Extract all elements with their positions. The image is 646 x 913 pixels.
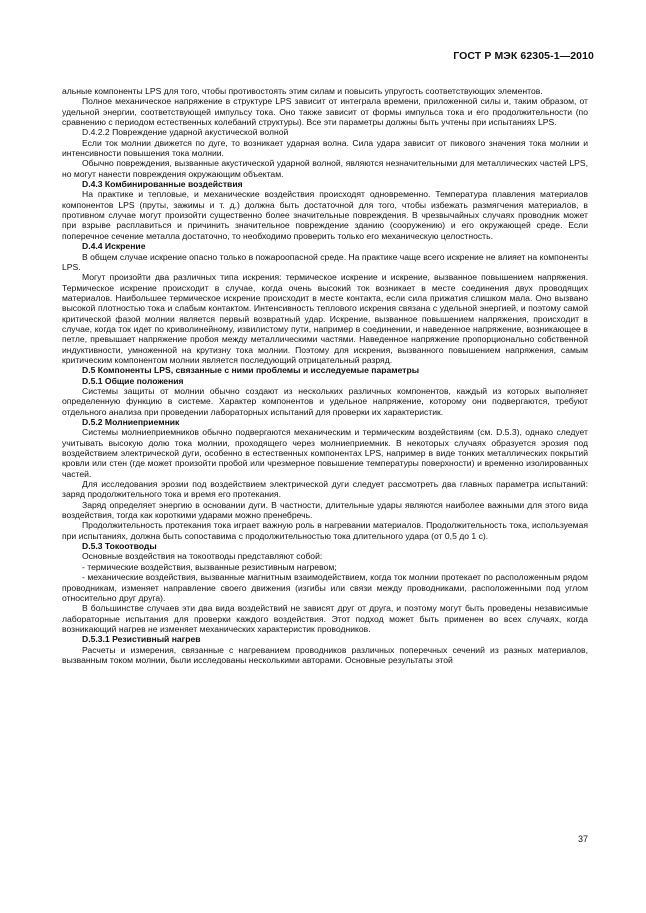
paragraph: Если ток молнии движется по дуге, то возникает ударная волна. Сила удара зависит от пикового значения тока молнии и интенсивности повышения тока молнии. bbox=[62, 137, 588, 159]
section-heading: D.4.3 Комбинированные воздействия bbox=[82, 179, 243, 190]
section-heading: D.5.3.1 Резистивный нагрев bbox=[82, 634, 201, 645]
paragraph: Системы защиты от молнии обычно создают из нескольких различных компонентов, каждый из которых выполняет определенную функцию в системе. Характер компонентов и удельное напряжение, которому они подвергаются, требуют отдельного анализа при проведении лабораторных испытаний для проверки их характеристик. bbox=[62, 385, 588, 417]
paragraph: Заряд определяет энергию в основании дуги. В частности, длительные удары являются наиболее важными для этого вида воздействия, тогда как короткими ударами можно пренебречь. bbox=[62, 499, 588, 521]
paragraph: Обычно повреждения, вызванные акустической ударной волной, являются незначительными для металлических частей LPS, но могут нанести повреждения окружающим объектам. bbox=[62, 158, 588, 179]
paragraph: В большинстве случаев эти два вида воздействий не зависят друг от друга, и поэтому могут быть проведены независимые лабораторные испытания для проверки каждого воздействия. Этот подход может быть применен во всех случаях, когда возникающий нагрев не изменяет механических характеристик проводников. bbox=[62, 603, 588, 634]
section-heading: D.5 Компоненты LPS, связанные с ними проблемы и исследуемые параметры bbox=[82, 365, 420, 376]
section-heading: D.5.1 Общие положения bbox=[82, 375, 184, 386]
paragraph: Могут произойти два различных типа искрения: термическое искрение и искрение, вызванное повышением напряжения. Термическое искрение происходит в случае, когда очень высокий ток возникает в месте соединения двух проводящих материалов. Наибольшее термическое искрение происходит в месте контакта, если сила прижатия слишком мала. Оно вызвано высокой плотностью тока и слабым контактом. Интенсивность теплового искрения связана с удельной энергией, и поэтому самой критической фазой молнии является первый возвратный удар. Искрение, вызванное повышением напряжения, происходит в случае, когда ток идет по криволинейному, извилистому пути, например в соединении, и наведенное напряжение, возникающее в петле, превышает напряжение пробоя между металлическими частями. Наведенное напряжение пропорционально собственной индуктивности, умноженной на крутизну тока молнии. Поэтому для искрения, вызванного повышением напряжения, самым критическим компонентом молнии является последующий отрицательный разряд. bbox=[62, 272, 588, 365]
section-heading: D.5.3 Токоотводы bbox=[82, 541, 157, 552]
paragraph: Полное механическое напряжение в структуре LPS зависит от интеграла времени, приложенной силы и, таким образом, от удельной энергии, соответствующей импульсу тока. Оно также зависит от формы импульса тока и его продолжительности (по сравнению с периодом естественных колебаний структуры). Все эти параметры должны быть учтены при испытаниях LPS. bbox=[62, 96, 588, 128]
section-heading: D.5.2 Молниеприемник bbox=[82, 417, 180, 427]
paragraph: альные компоненты LPS для того, чтобы противостоять этим силам и повысить упругость соответствующих элементов. bbox=[62, 86, 543, 96]
paragraph: На практике и тепловые, и механические воздействия происходят одновременно. Температура плавления материалов компонентов LPS (пруты, зажимы и т. д.) должна быть достаточной для того, чтобы избежать размягчения материалов, в противном случае могут произойти существенно более значительные повреждения. В чрезвычайных случаях проводник может при взрыве расплавиться и причинить значительное повреждение зданию (сооружению) и его окружающей среде. Если поперечное сечение металла достаточно, то необходимо проверить только его механическую целостность. bbox=[62, 189, 588, 241]
paragraph: D.4.2.2 Повреждение ударной акустической волной bbox=[82, 127, 289, 138]
paragraph: Для исследования эрозии под воздействием электрической дуги следует рассмотреть два главных параметра испытаний: заряд продолжительного тока и время его протекания. bbox=[62, 479, 588, 500]
document-body bbox=[62, 86, 588, 665]
paragraph: Системы молниеприемников обычно подвергаются механическим и термическим воздействиям (см. D.5.3), однако следует учитывать высокую долю тока молнии, проходящего через молниеприемник. В некоторых случаях образуется эрозия под воздействием электрической дуги, особенно в естественных компонентах LPS, например в виде тонких металлических покрытий кровли или стен (где может произойти пробой или чрезмерное повышение температуры поверхности) и временно изолированных частей. bbox=[62, 427, 588, 479]
standard-header: ГОСТ Р МЭК 62305-1—2010 bbox=[453, 50, 594, 62]
paragraph: - термические воздействия, вызванные резистивным нагревом; bbox=[82, 561, 337, 572]
paragraph: Расчеты и измерения, связанные с нагреванием проводников различных поперечных сечений из разных материалов, вызванным током молнии, были исследованы несколькими авторами. Основные результаты этой bbox=[62, 644, 588, 665]
paragraph: Основные воздействия на токоотводы представляют собой: bbox=[82, 551, 323, 562]
paragraph: - механические воздействия, вызванные магнитным взаимодействием, когда ток молнии протекает по расположенным рядом проводникам, изменяет направление своего движения (изгибы или связи между проводниками, расположенными под углом относительно друг друга). bbox=[62, 572, 588, 603]
page-number: 37 bbox=[577, 834, 588, 844]
section-heading: D.4.4 Искрение bbox=[82, 241, 146, 252]
paragraph: В общем случае искрение опасно только в пожароопасной среде. На практике чаще всего искрение не влияет на компоненты LPS. bbox=[62, 251, 588, 272]
paragraph: Продолжительность протекания тока играет важную роль в нагревании материалов. Продолжительность тока, используемая при испытаниях, должна быть сопоставима с продолжительностью тока длительного удара (от 0,5 до 1 с). bbox=[62, 520, 588, 541]
